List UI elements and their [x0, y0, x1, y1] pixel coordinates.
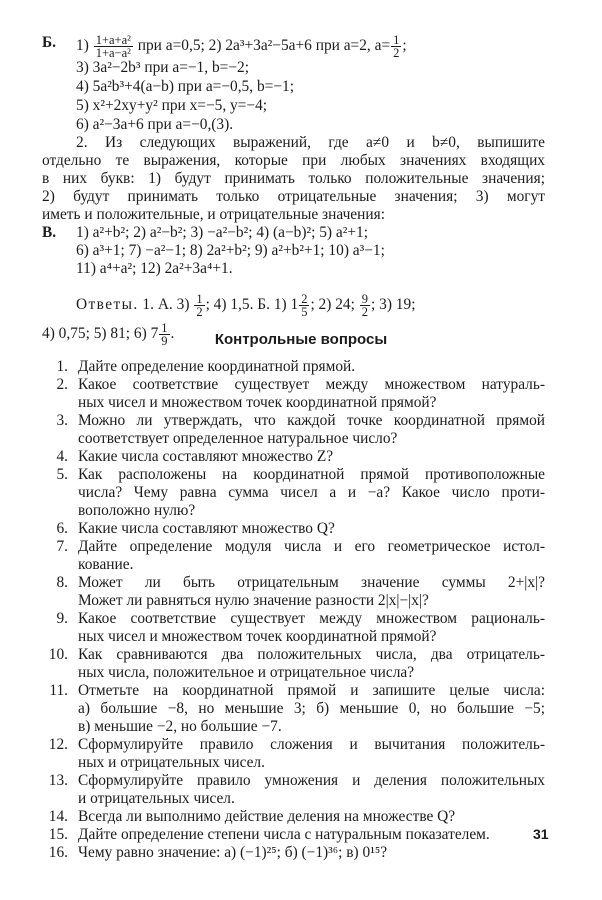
question-text-line: Как сравниваются два положительных числа, два отрицатель-: [78, 646, 545, 663]
question-number: 6.: [56, 520, 68, 537]
task2-line2: отдельно те выражения, которые при любых значениях входящих: [42, 152, 545, 169]
question-text-line: Какое соответствие существует между множеством натураль-: [78, 376, 545, 393]
b-item2-fraction: [391, 34, 401, 59]
answers-label: Ответы.: [76, 296, 139, 314]
answers-fraction-1-denominator: 2: [196, 305, 203, 319]
question-number: 9.: [56, 610, 68, 627]
answers-fraction-1-numerator: 1: [196, 292, 203, 306]
question-text-line: Какие числа составляют множество Z?: [78, 448, 334, 465]
b-item1-condition: при a=0,5;: [137, 37, 205, 55]
question-text-line: ных и отрицательных чисел.: [78, 754, 265, 771]
b-item2-end: ;: [402, 37, 407, 55]
answers-part1: 1. А. 3): [142, 296, 190, 314]
v-line2: 6) a³+1; 7) −a²−1; 8) 2a²+b²; 9) a²+b²+1; 10) a³−1;: [76, 242, 385, 259]
section-title: Контрольные вопросы: [214, 331, 388, 348]
question-text-line: кование.: [78, 556, 134, 573]
answers-line1: [76, 293, 415, 318]
question-text-line: Какое соответствие существует между множеством рациональ-: [78, 610, 545, 627]
question-number: 7.: [56, 538, 68, 555]
page-number: 31: [533, 826, 549, 842]
answers-part4: ; 3) 19;: [371, 296, 416, 314]
question-text-line: Может ли быть отрицательным значение суммы 2+|x|?: [78, 574, 545, 591]
question-text-line: ных чисел и множеством точек координатной прямой?: [78, 394, 437, 411]
question-number: 4.: [56, 448, 68, 465]
exercise-v-label: В.: [42, 224, 57, 241]
exercise-b-line1: [76, 34, 407, 59]
question-text-line: воположно нулю?: [78, 502, 196, 519]
answers-fraction-4-numerator: 1: [161, 321, 168, 335]
question-text-line: Всегда ли выполнимо действие деления на множестве Q?: [78, 808, 456, 825]
question-number: 8.: [56, 574, 68, 591]
b-item1-number: 1): [76, 37, 89, 55]
question-number: 1.: [56, 358, 68, 375]
question-text-line: Дайте определение координатной прямой.: [78, 358, 356, 375]
question-text-line: и отрицательных чисел.: [78, 790, 235, 807]
b-item1-fraction: [94, 34, 133, 59]
answers-fraction-3-numerator: 9: [361, 292, 369, 306]
b-item6: 6) a²−3a+6 при a=−0,(3).: [76, 116, 234, 133]
question-number: 5.: [56, 466, 68, 483]
b-item2-fraction-numerator: 1: [393, 33, 400, 47]
b-item3: 3) 3a²−2b³ при a=−1, b=−2;: [76, 59, 249, 76]
answers-fraction-1: [194, 293, 204, 318]
task2-line4: 2) будут принимать только отрицательные значения; 3) могут: [42, 188, 545, 205]
answers-part2: ; 4) 1,5. Б. 1) 1: [205, 296, 299, 314]
question-text-line: Чему равно значение: а) (−1)²⁵; б) (−1)³⁶; в) 0¹⁵?: [78, 844, 388, 861]
question-number: 12.: [48, 736, 68, 753]
answers-fraction-3: [360, 293, 370, 318]
question-text-line: Может ли равняться нулю значение разности 2|x|−|x|?: [78, 592, 429, 609]
b-item1-fraction-denominator: 1+a−a²: [95, 46, 131, 60]
v-line3: 11) a⁴+a²; 12) 2a²+3a⁴+1.: [76, 260, 233, 277]
answers-fraction-4-denominator: 9: [161, 334, 168, 348]
question-number: 2.: [56, 376, 68, 393]
answers-part3: ; 2) 24;: [310, 296, 355, 314]
question-text-line: Дайте определение модуля числа и его геометрическое истол-: [78, 538, 545, 555]
question-number: 11.: [49, 682, 68, 699]
v-line1: 1) a²+b²; 2) a²−b²; 3) −a²−b²; 4) (a−b)²; 5) a²+1;: [76, 224, 368, 241]
question-text-line: Как расположены на координатной прямой противоположные: [78, 466, 545, 483]
question-text-line: Сформулируйте правило умножения и деления положительных: [78, 772, 545, 789]
b-item1-fraction-numerator: 1+a+a²: [95, 33, 131, 47]
answers-line2-start: 4) 0,75; 5) 81; 6) 7: [42, 325, 159, 343]
question-number: 13.: [48, 772, 68, 789]
question-text-line: Какие числа составляют множество Q?: [78, 520, 335, 537]
question-number: 14.: [48, 808, 68, 825]
exercise-b-label: Б.: [42, 34, 57, 51]
question-text-line: ных чисел и множеством точек координатной прямой?: [78, 628, 437, 645]
task2-line1: 2. Из следующих выражений, где a≠0 и b≠0, выпишите: [76, 134, 545, 151]
question-text-line: Дайте определение степени числа с натуральным показателем.: [78, 826, 490, 843]
question-text-line: соответствует определенное натуральное число?: [78, 430, 398, 447]
answers-fraction-3-denominator: 2: [361, 305, 369, 319]
task2-line3: в них букв: 1) будут принимать только положительные значения;: [42, 170, 545, 187]
answers-fraction-2-numerator: 2: [301, 292, 308, 306]
b-item4: 4) 5a²b³+4(a−b) при a=−0,5, b=−1;: [76, 78, 294, 95]
answers-fraction-2-denominator: 5: [301, 305, 308, 319]
b-item5: 5) x²+2xy+y² при x=−5, y=−4;: [76, 97, 268, 114]
answers-fraction-2: [299, 293, 309, 318]
question-text-line: Сформулируйте правило сложения и вычитания положитель-: [78, 736, 545, 753]
question-text-line: Можно ли утверждать, что каждой точке координатной прямой: [78, 412, 545, 429]
question-text-line: а) большие −8, но меньшие 3; б) меньшие 0, но большие −5;: [78, 700, 545, 717]
question-number: 3.: [56, 412, 68, 429]
answers-line2-end: .: [170, 325, 175, 343]
question-text-line: в) меньшие −2, но большие −7.: [78, 718, 282, 735]
b-item2: 2) 2a³+3a²−5a+6 при a=2, a=: [208, 37, 391, 55]
task2-line5: иметь и положительные, и отрицательные значения:: [42, 206, 385, 223]
question-text-line: числа? Чему равна сумма чисел a и −a? Какое число проти-: [78, 484, 545, 501]
b-item2-fraction-denominator: 2: [393, 46, 400, 60]
question-number: 15.: [48, 826, 68, 843]
question-number: 16.: [48, 844, 68, 861]
question-text-line: Отметьте на координатной прямой и запишите целые числа:: [78, 682, 545, 699]
question-text-line: ных числа, положительное и отрицательное числа?: [78, 664, 415, 681]
question-number: 10.: [48, 646, 68, 663]
